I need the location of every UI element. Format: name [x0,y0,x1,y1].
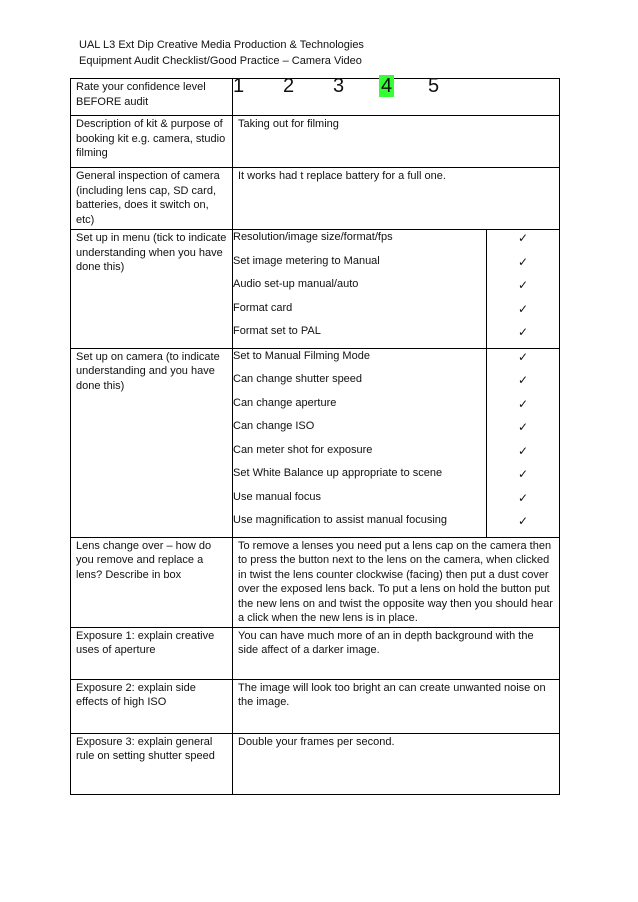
checklist-item-text: Can change aperture [233,396,337,409]
rating-options [233,75,560,116]
rating-option-1[interactable]: 1 [233,75,245,97]
checklist-item-text: Set to Manual Filming Mode [233,349,370,362]
rating-option-4[interactable] [379,75,428,113]
checklist-item-text: Can meter shot for exposure [233,443,373,456]
checklist-item [233,230,559,254]
checklist-item [233,513,559,537]
exposure2-label: Exposure 2: explain side effects of high ISO [71,679,233,733]
exposure2-value[interactable]: The image will look too bright an can create unwanted noise on the image. [233,679,560,733]
menu-row [71,230,560,349]
checklist-item-text: Use magnification to assist manual focusing [233,514,447,526]
checklist-item [233,349,559,373]
checklist-item-text: Audio set-up manual/auto [233,278,359,290]
inspection-row [71,168,560,230]
check-icon[interactable]: ✓ [487,466,560,490]
exposure1-value[interactable]: You can have much more of an in depth background with the side affect of a darker image. [233,627,560,679]
checklist-item [233,443,559,467]
exposure1-label: Exposure 1: explain creative uses of aperture [71,627,233,679]
check-icon[interactable]: ✓ [487,254,560,278]
selected-rating: 4 [381,75,393,97]
camera-label: Set up on camera (to indicate understanding and you have done this) [71,348,233,537]
menu-label: Set up in menu (tick to indicate understanding when you have done this) [71,230,233,349]
exposure3-value[interactable]: Double your frames per second. [233,733,560,794]
rating-option-2[interactable]: 2 [283,75,295,97]
check-icon[interactable]: ✓ [487,372,560,396]
check-icon[interactable]: ✓ [487,419,560,443]
header-line-1: UAL L3 Ext Dip Creative Media Production & Technologies [79,39,364,51]
menu-checklist [233,230,560,349]
description-value[interactable]: Taking out for filming [233,116,560,168]
checklist-item [233,301,559,325]
lens-row [71,537,560,627]
checklist-item-text: Can change ISO [233,420,315,432]
lens-value[interactable]: To remove a lenses you need put a lens cap on the camera then to press the button next to the lens on the camera, when clicked in twist the lens counter clockwise (facing) then put a dust cover over the exposed lens back. To put a lens on hold the button put the new lens on and twist the opposite way then you should hear a click when the new lens is in place. [233,537,560,627]
description-row [71,116,560,168]
checklist-item-text: Can change shutter speed [233,373,363,385]
exposure3-label: Exposure 3: explain general rule on setting shutter speed [71,733,233,794]
check-icon[interactable]: ✓ [487,324,560,348]
lens-label: Lens change over – how do you remove and replace a lens? Describe in box [71,537,233,627]
checklist-item [233,372,559,396]
exposure3-row [71,733,560,794]
checklist-item-text: Format card [233,301,293,314]
header-line-2: Equipment Audit Checklist/Good Practice – Camera Video [79,55,362,67]
document-header [79,37,364,69]
checklist-item [233,419,559,443]
check-icon[interactable]: ✓ [487,396,560,420]
exposure1-row [71,627,560,679]
rating-option-5[interactable]: 5 [428,75,440,97]
exposure2-row [71,679,560,733]
check-icon[interactable]: ✓ [487,230,560,254]
checklist-item-text: Format set to PAL [233,325,321,337]
camera-checklist [233,348,560,537]
rating-label: Rate your confidence level BEFORE audit [71,79,233,116]
check-icon[interactable]: ✓ [487,490,560,514]
check-icon[interactable]: ✓ [487,277,560,301]
check-icon[interactable]: ✓ [487,301,560,325]
check-icon[interactable]: ✓ [487,443,560,467]
audit-table [70,75,560,795]
description-label: Description of kit & purpose of booking kit e.g. camera, studio filming [71,116,233,168]
checklist-item [233,254,559,278]
checklist-item [233,324,559,348]
rating-row [71,79,560,116]
inspection-value[interactable]: It works had t replace battery for a full one. [233,168,560,230]
checklist-item-text: Resolution/image size/format/fps [233,231,393,243]
camera-row [71,348,560,537]
checklist-item-text: Set image metering to Manual [233,254,380,267]
check-icon[interactable]: ✓ [487,513,560,537]
checklist-item [233,277,559,301]
inspection-label: General inspection of camera (including lens cap, SD card, batteries, does it switch on, etc) [71,168,233,230]
check-icon[interactable]: ✓ [487,349,560,373]
rating-option-3[interactable]: 3 [333,75,345,97]
checklist-item [233,396,559,420]
checklist-item-text: Set White Balance up appropriate to scene [233,467,443,479]
checklist-item [233,466,559,490]
checklist-item [233,490,559,514]
checklist-item-text: Use manual focus [233,490,322,503]
